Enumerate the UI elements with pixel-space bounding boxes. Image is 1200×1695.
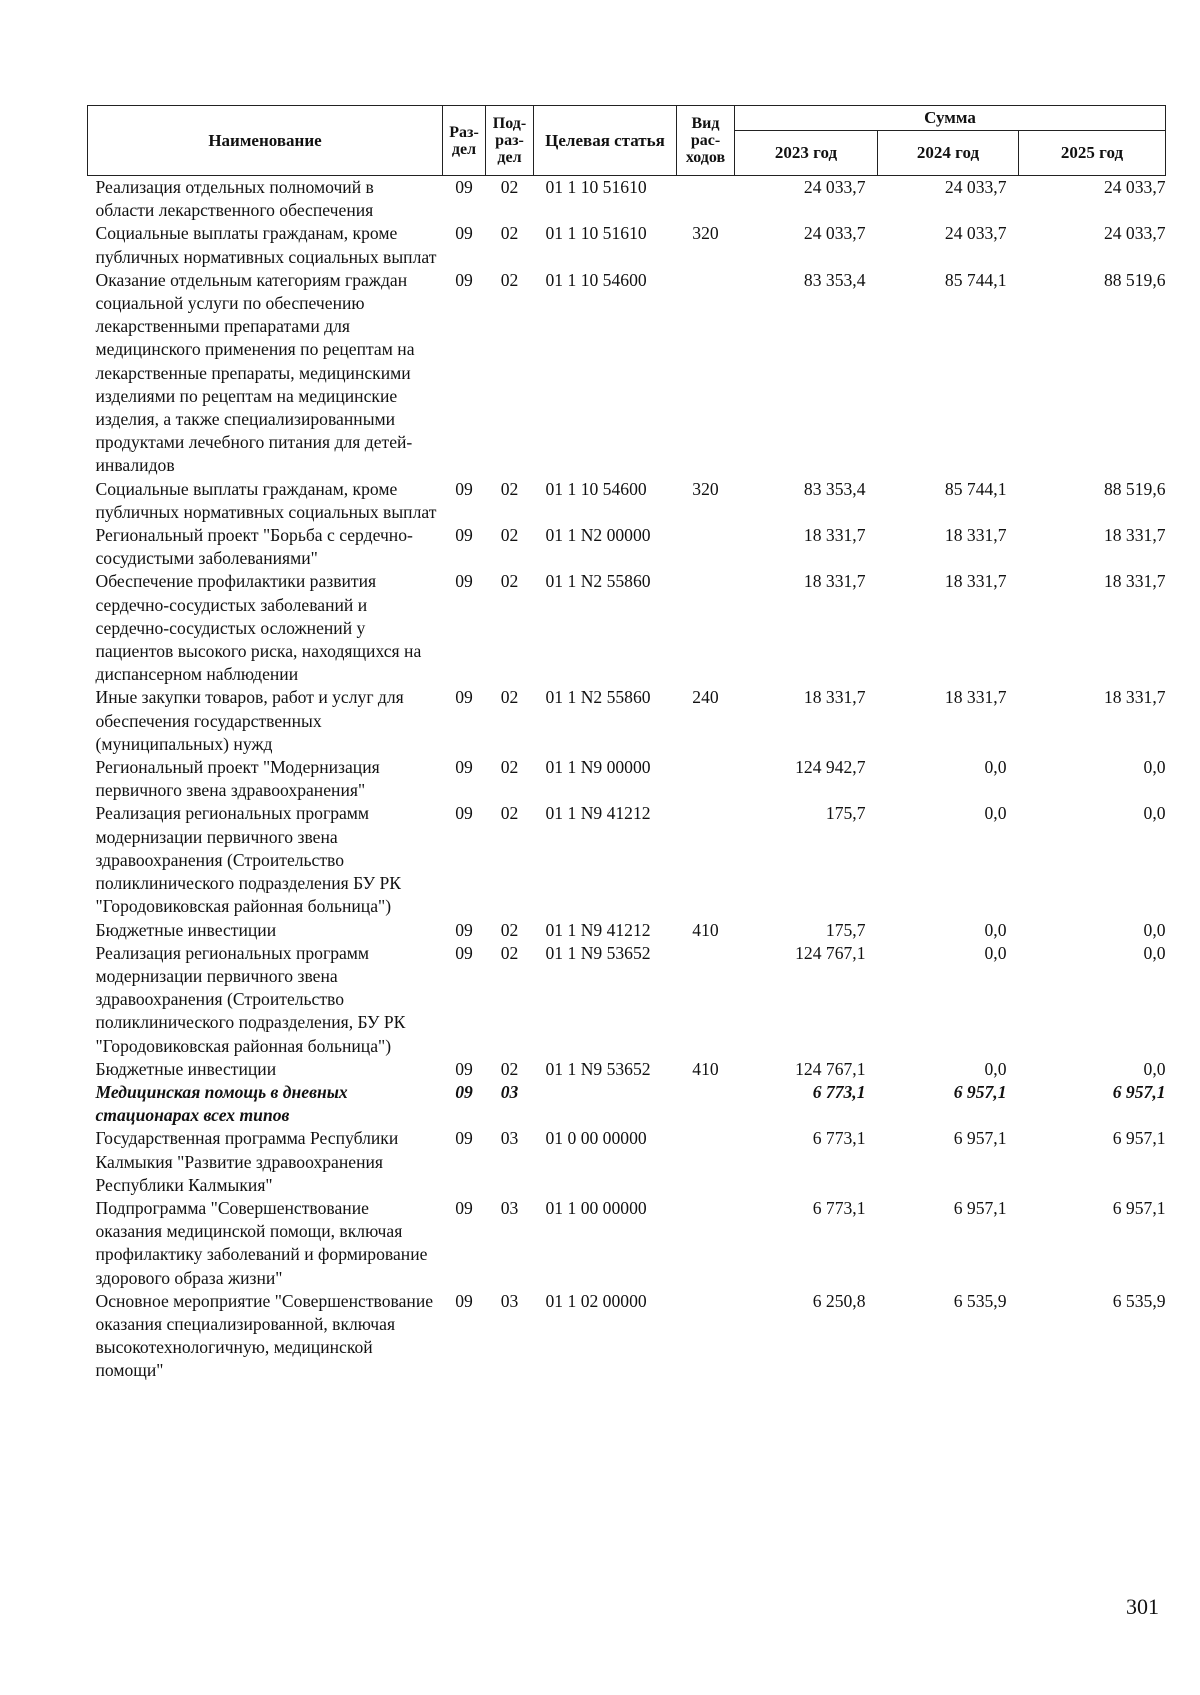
table-row — [88, 524, 1166, 570]
row-sum-2025: 6 957,1 — [1112, 1081, 1166, 1102]
row-celevaya: 01 1 N2 55860 — [545, 687, 651, 708]
row-podrazdel: 02 — [500, 803, 519, 824]
row-sum-2023: 124 942,7 — [795, 757, 866, 778]
table-row — [88, 1081, 1166, 1127]
row-sum-2024: 18 331,7 — [944, 525, 1007, 546]
row-podrazdel: 03 — [500, 1290, 519, 1311]
row-podrazdel: 02 — [500, 223, 519, 244]
row-sum-2023: 124 767,1 — [795, 1058, 866, 1079]
row-name: Подпрограмма "Совершенствование оказания медицинской помощи, включая профилактику заболеваний и формирование здорового образа жизни" — [95, 1197, 428, 1288]
row-name: Обеспечение профилактики развития сердечно-сосудистых заболеваний и сердечно-сосудистых осложнений у пациентов высокого риска, находящихся на диспансерном наблюдении — [95, 571, 422, 685]
table-row — [88, 176, 1166, 223]
row-razdel: 09 — [455, 571, 473, 592]
row-sum-2024: 6 535,9 — [953, 1290, 1007, 1311]
row-vid — [677, 524, 735, 570]
row-sum-2024: 6 957,1 — [953, 1128, 1007, 1149]
row-sum-2023: 6 250,8 — [812, 1290, 866, 1311]
row-sum-2023: 18 331,7 — [803, 571, 866, 592]
row-razdel: 09 — [455, 1197, 473, 1218]
row-razdel: 09 — [455, 942, 473, 963]
row-name: Государственная программа Республики Калмыкия "Развитие здравоохранения Республики Калмыкия" — [95, 1128, 399, 1195]
row-sum-2024: 6 957,1 — [953, 1197, 1007, 1218]
row-sum-2024: 18 331,7 — [944, 687, 1007, 708]
row-sum-2024: 85 744,1 — [944, 478, 1007, 499]
table-row — [88, 686, 1166, 756]
row-podrazdel: 02 — [500, 919, 519, 940]
row-razdel: 09 — [455, 757, 473, 778]
row-celevaya: 01 1 02 00000 — [545, 1290, 647, 1311]
row-sum-2023: 83 353,4 — [803, 269, 866, 290]
row-sum-2023: 18 331,7 — [803, 687, 866, 708]
row-celevaya: 01 1 10 54600 — [545, 478, 647, 499]
row-sum-2023: 24 033,7 — [803, 223, 866, 244]
row-sum-2025: 0,0 — [1143, 942, 1166, 963]
row-sum-2025: 0,0 — [1143, 1058, 1166, 1079]
row-razdel: 09 — [455, 525, 473, 546]
row-name: Реализация региональных программ модернизации первичного звена здравоохранения (Строительство поликлинического подразделения БУ РК "Городовиковская районная больница") — [95, 803, 402, 917]
row-razdel: 09 — [455, 223, 473, 244]
table-header — [88, 106, 1166, 176]
row-sum-2025: 88 519,6 — [1103, 478, 1166, 499]
row-celevaya: 01 1 10 51610 — [545, 223, 647, 244]
row-name: Социальные выплаты гражданам, кроме публичных нормативных социальных выплат — [95, 478, 437, 522]
table-row — [88, 802, 1166, 918]
row-vid: 320 — [692, 223, 719, 244]
row-celevaya: 01 1 N9 00000 — [545, 757, 651, 778]
row-sum-2023: 24 033,7 — [803, 177, 866, 197]
row-sum-2025: 18 331,7 — [1103, 525, 1166, 546]
header-razdel: Раз-дел — [443, 106, 486, 176]
row-sum-2023: 175,7 — [825, 919, 866, 940]
row-sum-2023: 6 773,1 — [812, 1128, 866, 1149]
row-vid — [677, 269, 735, 478]
row-celevaya: 01 0 00 00000 — [545, 1128, 647, 1149]
row-vid — [677, 570, 735, 686]
table-row — [88, 1058, 1166, 1081]
row-sum-2023: 18 331,7 — [803, 525, 866, 546]
table-row — [88, 478, 1166, 524]
row-razdel: 09 — [455, 687, 473, 708]
row-podrazdel: 02 — [500, 525, 519, 546]
row-celevaya: 01 1 10 54600 — [545, 269, 647, 290]
row-sum-2025: 6 957,1 — [1112, 1197, 1166, 1218]
row-sum-2024: 0,0 — [984, 803, 1007, 824]
row-sum-2024: 0,0 — [984, 919, 1007, 940]
row-name: Реализация отдельных полномочий в области лекарственного обеспечения — [95, 177, 374, 221]
page-number: 301 — [1126, 1594, 1159, 1619]
row-name: Социальные выплаты гражданам, кроме публичных нормативных социальных выплат — [95, 223, 437, 267]
row-name: Региональный проект "Модернизация первичного звена здравоохранения" — [95, 757, 380, 801]
row-vid — [677, 756, 735, 802]
table-row — [88, 942, 1166, 1058]
row-vid: 410 — [692, 1058, 719, 1079]
row-podrazdel: 02 — [500, 478, 519, 499]
header-2023: 2023 год — [735, 131, 878, 176]
row-vid — [677, 942, 735, 1058]
row-sum-2025: 24 033,7 — [1103, 177, 1166, 197]
row-podrazdel: 03 — [500, 1197, 519, 1218]
header-celevaya: Целевая статья — [534, 106, 677, 176]
row-sum-2025: 88 519,6 — [1103, 269, 1166, 290]
table-row — [88, 570, 1166, 686]
row-sum-2025: 0,0 — [1143, 757, 1166, 778]
row-sum-2024: 0,0 — [984, 757, 1007, 778]
row-vid: 240 — [692, 687, 719, 708]
row-razdel: 09 — [455, 1128, 473, 1149]
row-vid: 410 — [692, 919, 719, 940]
row-sum-2023: 6 773,1 — [812, 1081, 866, 1102]
table-body — [88, 176, 1166, 1383]
row-sum-2024: 85 744,1 — [944, 269, 1007, 290]
table-row — [88, 919, 1166, 942]
row-sum-2024: 6 957,1 — [953, 1081, 1007, 1102]
row-sum-2025: 24 033,7 — [1103, 223, 1166, 244]
row-podrazdel: 02 — [500, 1058, 519, 1079]
row-name: Бюджетные инвестиции — [95, 1058, 277, 1079]
row-podrazdel: 02 — [500, 571, 519, 592]
row-celevaya: 01 1 N2 00000 — [545, 525, 651, 546]
row-celevaya — [534, 1081, 677, 1127]
row-vid — [677, 1081, 735, 1127]
row-sum-2024: 0,0 — [984, 1058, 1007, 1079]
row-razdel: 09 — [455, 1290, 473, 1311]
row-vid — [677, 1127, 735, 1197]
row-sum-2024: 18 331,7 — [944, 571, 1007, 592]
table-row — [88, 1197, 1166, 1290]
table-row — [88, 756, 1166, 802]
row-name: Медицинская помощь в дневных стационарах всех типов — [95, 1081, 348, 1126]
row-celevaya: 01 1 00 00000 — [545, 1197, 647, 1218]
row-sum-2024: 24 033,7 — [944, 177, 1007, 197]
header-vid: Вид рас-ходов — [677, 106, 735, 176]
row-celevaya: 01 1 N9 53652 — [545, 942, 651, 963]
row-name: Реализация региональных программ модернизации первичного звена здравоохранения (Строительство поликлинического подразделения, БУ РК "Городовиковская районная больница") — [95, 942, 406, 1056]
table-row — [88, 1127, 1166, 1197]
row-vid — [677, 1290, 735, 1383]
row-sum-2025: 0,0 — [1143, 803, 1166, 824]
row-sum-2024: 24 033,7 — [944, 223, 1007, 244]
row-vid — [677, 176, 735, 223]
row-vid: 320 — [692, 478, 719, 499]
header-2024: 2024 год — [878, 131, 1019, 176]
row-sum-2023: 6 773,1 — [812, 1197, 866, 1218]
row-vid — [677, 802, 735, 918]
row-sum-2025: 6 957,1 — [1112, 1128, 1166, 1149]
row-name: Оказание отдельным категориям граждан социальной услуги по обеспечению лекарственными препаратами для медицинского применения по рецептам на лекарственные препараты, медицинскими изделиями по рецептам на медицинские изделия, а также специализированными продуктами лечебного питания для детей-инвалидов — [95, 269, 415, 476]
header-summa: Сумма — [735, 106, 1166, 131]
row-razdel: 09 — [455, 919, 473, 940]
row-name: Бюджетные инвестиции — [95, 919, 277, 940]
header-podrazdel: Под-раз-дел — [486, 106, 534, 176]
row-razdel: 09 — [455, 478, 473, 499]
row-celevaya: 01 1 N9 53652 — [545, 1058, 651, 1079]
row-sum-2025: 0,0 — [1143, 919, 1166, 940]
row-sum-2025: 18 331,7 — [1103, 571, 1166, 592]
row-sum-2025: 6 535,9 — [1112, 1290, 1166, 1311]
header-2025: 2025 год — [1019, 131, 1166, 176]
table-row — [88, 222, 1166, 268]
row-podrazdel: 03 — [500, 1081, 519, 1102]
row-celevaya: 01 1 N9 41212 — [545, 919, 651, 940]
budget-table — [87, 105, 1166, 1383]
row-sum-2023: 83 353,4 — [803, 478, 866, 499]
row-podrazdel: 02 — [500, 757, 519, 778]
row-celevaya: 01 1 N2 55860 — [545, 571, 651, 592]
row-celevaya: 01 1 N9 41212 — [545, 803, 651, 824]
row-podrazdel: 03 — [500, 1128, 519, 1149]
row-sum-2024: 0,0 — [984, 942, 1007, 963]
row-razdel: 09 — [455, 803, 473, 824]
row-name: Региональный проект "Борьба с сердечно-сосудистыми заболеваниями" — [95, 525, 413, 569]
row-razdel: 09 — [455, 1058, 473, 1079]
table-row — [88, 269, 1166, 478]
row-name: Основное мероприятие "Совершенствование оказания специализированной, включая высокотехнологичную, медицинской помощи" — [95, 1290, 434, 1381]
row-razdel: 09 — [455, 269, 473, 290]
row-name: Иные закупки товаров, работ и услуг для обеспечения государственных (муниципальных) нужд — [95, 687, 404, 754]
row-sum-2023: 175,7 — [825, 803, 866, 824]
header-name: Наименование — [88, 106, 443, 176]
table-row — [88, 1290, 1166, 1383]
row-razdel: 09 — [455, 177, 473, 197]
row-razdel: 09 — [455, 1081, 473, 1102]
row-sum-2025: 18 331,7 — [1103, 687, 1166, 708]
row-podrazdel: 02 — [500, 942, 519, 963]
row-celevaya: 01 1 10 51610 — [545, 177, 647, 197]
row-podrazdel: 02 — [500, 269, 519, 290]
row-podrazdel: 02 — [500, 177, 519, 197]
row-podrazdel: 02 — [500, 687, 519, 708]
row-vid — [677, 1197, 735, 1290]
row-sum-2023: 124 767,1 — [795, 942, 866, 963]
